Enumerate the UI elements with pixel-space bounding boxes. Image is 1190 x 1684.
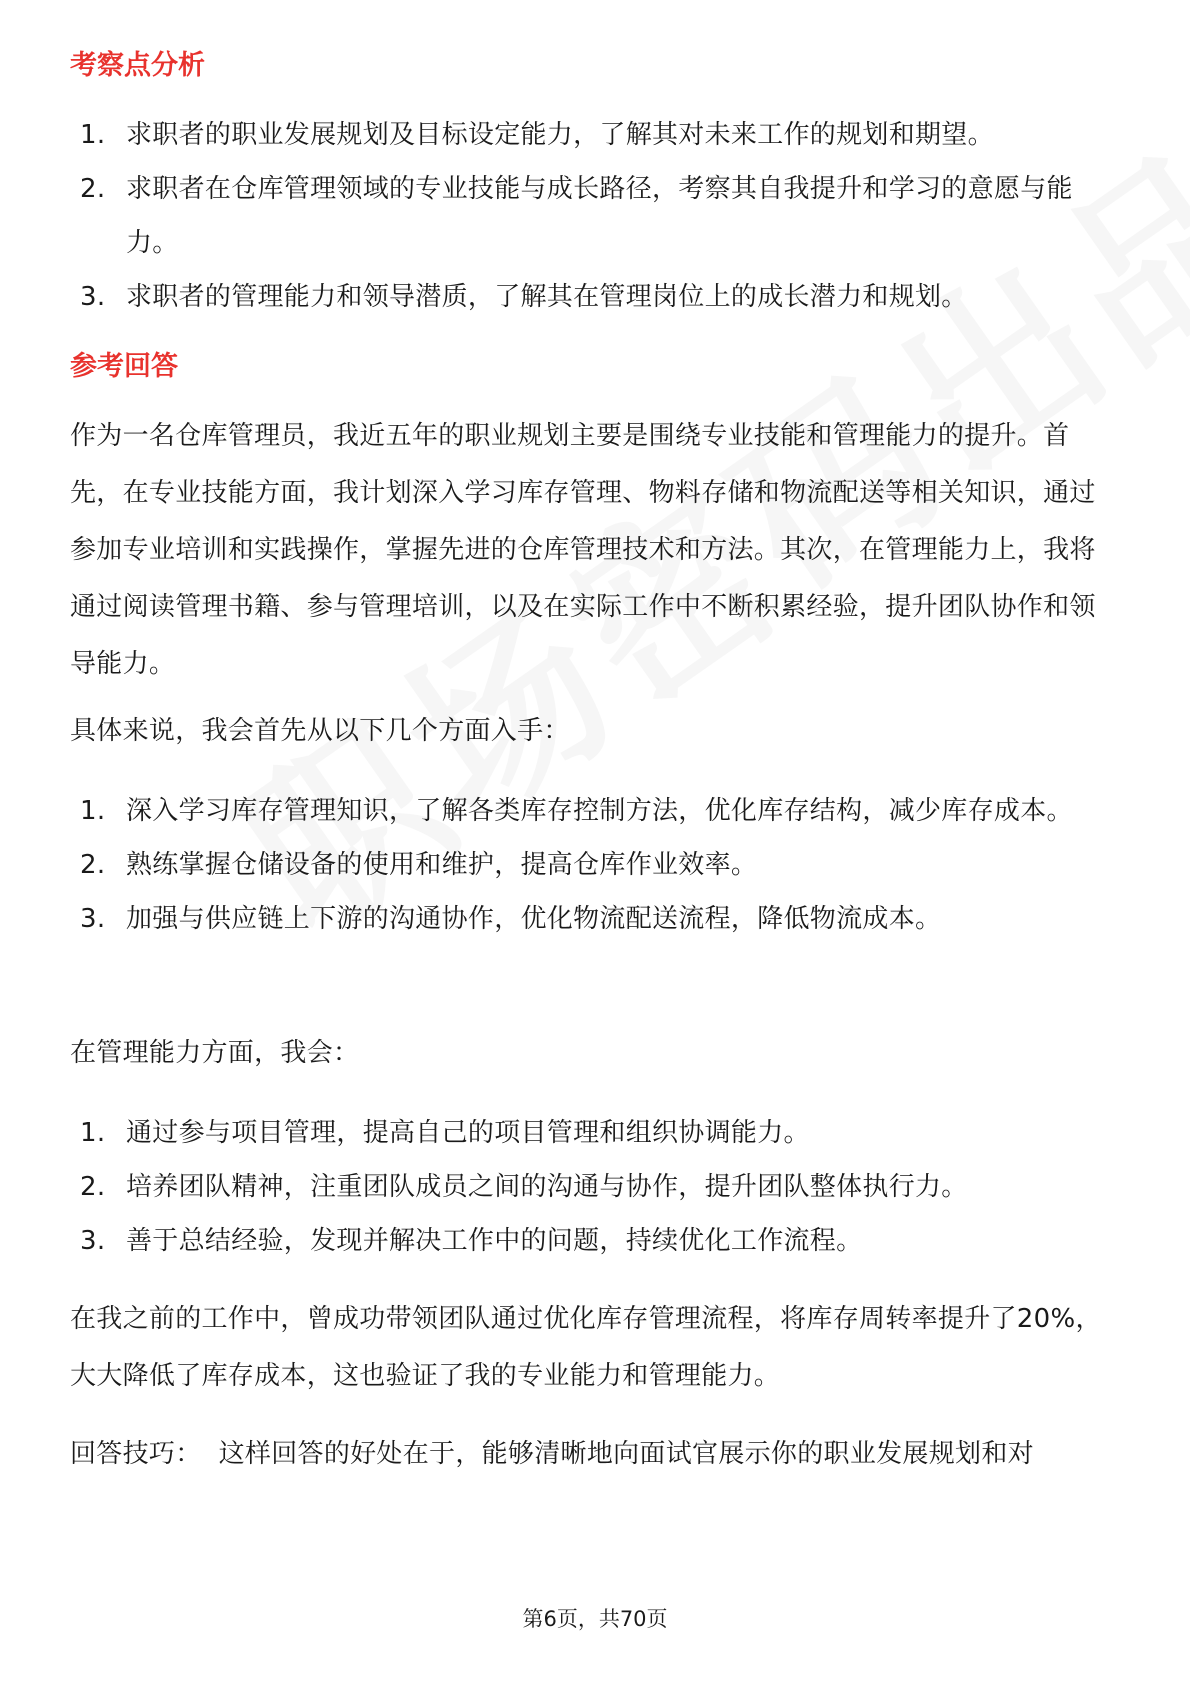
list-item bbox=[70, 1214, 1120, 1268]
list-text: 善于总结经验，发现并解决工作中的问题，持续优化工作流程。 bbox=[126, 1226, 863, 1256]
management-list bbox=[70, 1106, 1120, 1268]
list-item bbox=[70, 784, 1120, 838]
list-number: 2. bbox=[80, 1172, 106, 1202]
list-number: 3. bbox=[80, 1226, 106, 1256]
list-item bbox=[70, 1106, 1120, 1160]
section-title-analysis: 考察点分析 bbox=[70, 50, 205, 81]
page-number-footer: 第6页，共70页 bbox=[522, 1607, 668, 1631]
specific-list bbox=[70, 784, 1120, 946]
section-title-answer: 参考回答 bbox=[70, 351, 178, 382]
list-item bbox=[70, 838, 1120, 892]
list-text: 通过参与项目管理，提高自己的项目管理和组织协调能力。 bbox=[126, 1118, 810, 1148]
list-number: 3. bbox=[80, 904, 106, 934]
list-number: 2. bbox=[80, 174, 106, 204]
list-text: 求职者的职业发展规划及目标设定能力，了解其对未来工作的规划和期望。 bbox=[126, 120, 994, 150]
tips-paragraph: 回答技巧： 这样回答的好处在于，能够清晰地向面试官展示你的职业发展规划和对 bbox=[70, 1439, 1034, 1469]
list-text: 培养团队精神，注重团队成员之间的沟通与协作，提升团队整体执行力。 bbox=[126, 1172, 968, 1202]
list-text: 深入学习库存管理知识，了解各类库存控制方法，优化库存结构，减少库存成本。 bbox=[126, 796, 1073, 826]
experience-paragraph: 在我之前的工作中，曾成功带领团队通过优化库存管理流程，将库存周转率提升了20%，大大降低了库存成本，这也验证了我的专业能力和管理能力。 bbox=[70, 1304, 1102, 1391]
list-item bbox=[70, 108, 1120, 162]
management-lead-paragraph: 在管理能力方面，我会： bbox=[70, 1038, 360, 1068]
list-number: 1. bbox=[80, 120, 106, 150]
list-number: 1. bbox=[80, 1118, 106, 1148]
list-text: 求职者在仓库管理领域的专业技能与成长路径，考察其自我提升和学习的意愿与能力。 bbox=[126, 174, 1073, 258]
answer-intro-paragraph: 作为一名仓库管理员，我近五年的职业规划主要是围绕专业技能和管理能力的提升。首先，在专业技能方面，我计划深入学习库存管理、物料存储和物流配送等相关知识，通过参加专业培训和实践操作，掌握先进的仓库管理技术和方法。其次，在管理能力上，我将通过阅读管理书籍、参与管理培训，以及在实际工作中不断积累经验，提升团队协作和领导能力。 bbox=[70, 421, 1096, 679]
list-item bbox=[70, 270, 1120, 324]
list-number: 3. bbox=[80, 282, 106, 312]
list-item bbox=[70, 1160, 1120, 1214]
specific-lead-paragraph: 具体来说，我会首先从以下几个方面入手： bbox=[70, 716, 570, 746]
analysis-list bbox=[70, 108, 1120, 324]
list-text: 求职者的管理能力和领导潜质，了解其在管理岗位上的成长潜力和规划。 bbox=[126, 282, 968, 312]
list-text: 加强与供应链上下游的沟通协作，优化物流配送流程，降低物流成本。 bbox=[126, 904, 942, 934]
list-item bbox=[70, 162, 1120, 270]
list-number: 2. bbox=[80, 850, 106, 880]
list-number: 1. bbox=[80, 796, 106, 826]
list-item bbox=[70, 892, 1120, 946]
list-text: 熟练掌握仓储设备的使用和维护，提高仓库作业效率。 bbox=[126, 850, 758, 880]
